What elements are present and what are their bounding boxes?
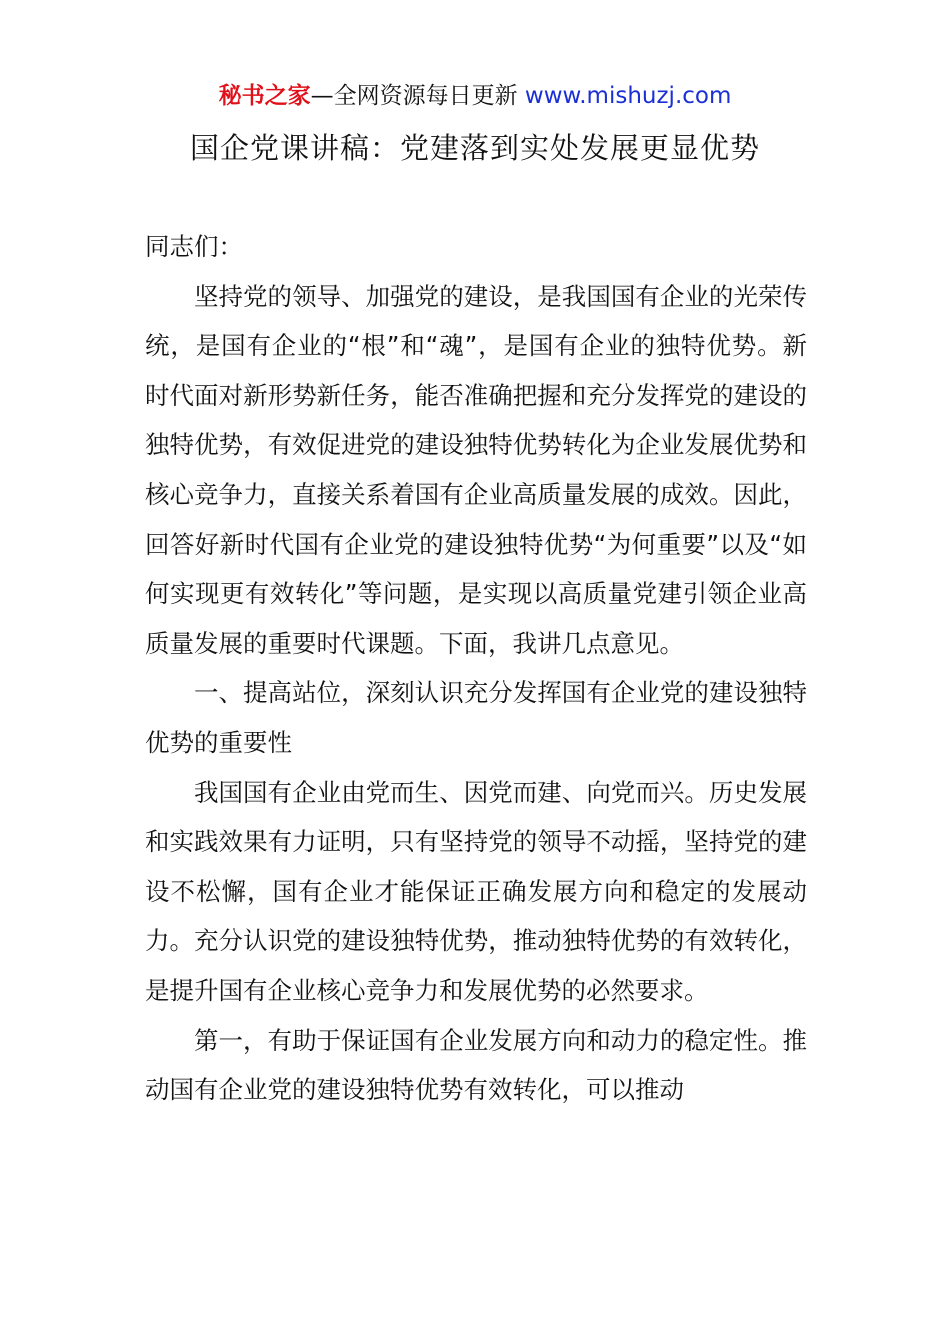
- salutation: 同志们：: [145, 232, 243, 261]
- site-url-link[interactable]: www.mishuzj.com: [524, 83, 732, 109]
- document-body: [145, 222, 807, 1115]
- paragraph-intro: 坚持党的领导、加强党的建设，是我国国有企业的光荣传统，是国有企业的“根”和“魂”，是国有企业的独特优势。新时代面对新形势新任务，能否准确把握和充分发挥党的建设的独特优势，有效促进党的建设独特优势转化为企业发展优势和核心竞争力，直接关系着国有企业高质量发展的成效。因此，回答好新时代国有企业党的建设独特优势“为何重要”以及“如何实现更有效转化”等问题，是实现以高质量党建引领企业高质量发展的重要时代课题。下面，我讲几点意见。: [145, 281, 807, 658]
- section-heading-one: 一、提高站位，深刻认识充分发挥国有企业党的建设独特优势的重要性: [145, 678, 807, 757]
- paragraph-section-one: 我国国有企业由党而生、因党而建、向党而兴。历史发展和实践效果有力证明，只有坚持党的领导不动摇，坚持党的建设不松懈，国有企业才能保证正确发展方向和稳定的发展动力。充分认识党的建设独特优势，推动独特优势的有效转化，是提升国有企业核心竞争力和发展优势的必然要求。: [145, 777, 807, 1005]
- document-title: 国企党课讲稿：党建落到实处发展更显优势: [189, 131, 760, 165]
- site-header: [0, 78, 950, 114]
- paragraph-point-one: 第一，有助于保证国有企业发展方向和动力的稳定性。推动国有企业党的建设独特优势有效转化，可以推动: [145, 1025, 807, 1105]
- header-tagline: —全网资源每日更新: [310, 83, 525, 109]
- brand-name: 秘书之家: [218, 83, 311, 109]
